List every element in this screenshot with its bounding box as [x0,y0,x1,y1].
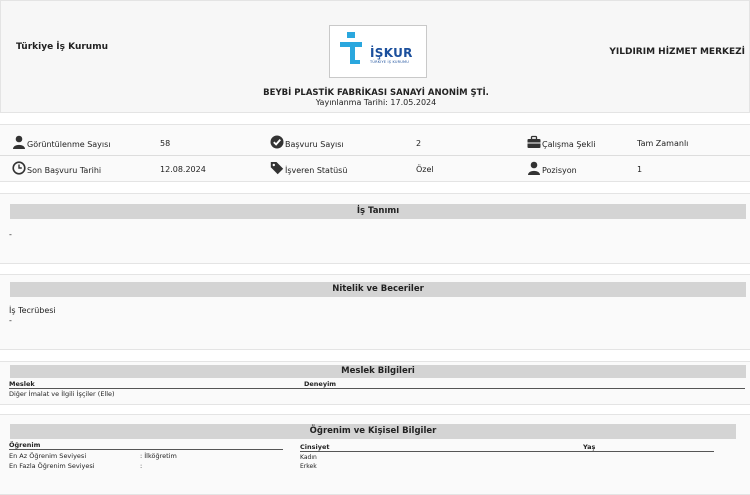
company-name: BEYBİ PLASTİK FABRİKASI SANAYİ ANONİM ŞTİ. [263,88,489,98]
gender-column-header: Cinsiyet [300,443,330,451]
personal-divider [300,451,714,452]
organization-name: Türkiye İş Kurumu [16,42,108,52]
publication-date: Yayınlanma Tarihi: 17.05.2024 [315,98,437,107]
positions-value: 1 [637,165,643,174]
views-value: 58 [160,139,171,148]
occupation-section [0,361,750,405]
iskur-logo [329,25,427,78]
iskur-logo-icon [338,32,368,72]
briefcase-icon [527,135,541,149]
stats-row-2 [0,156,750,182]
deadline-value: 12.08.2024 [160,165,206,174]
applications-label: Başvuru Sayısı [285,140,344,149]
max-education-value: : [140,462,143,470]
table-divider [9,388,745,389]
deadline-label: Son Başvuru Tarihi [27,166,102,175]
job-stats-panel [0,124,750,182]
experience-label: İş Tecrübesi [9,306,56,315]
section-title: Nitelik ve Beceriler [10,282,746,297]
work-type-value: Tam Zamanlı [637,139,689,148]
qualifications-section [0,274,750,350]
education-divider [9,449,283,450]
employer-status-value: Özel [416,165,434,174]
user-icon [12,135,26,149]
occupation-row: Diğer İmalat ve İlgili İşçiler (Elle) [9,390,115,398]
work-type-label: Çalışma Şekli [542,140,596,149]
service-center-name: YILDIRIM HİZMET MERKEZİ [609,47,745,57]
section-title: İş Tanımı [10,204,746,219]
views-label: Görüntülenme Sayısı [27,140,111,149]
section-title: Öğrenim ve Kişisel Bilgiler [10,424,736,439]
check-circle-icon [270,135,284,149]
experience-value: - [9,316,12,325]
tag-icon [270,161,284,175]
min-education-value: : İlköğretim [140,452,177,460]
occupation-column-header: Meslek [9,380,35,388]
clock-icon [12,161,26,175]
education-section [0,414,750,495]
positions-label: Pozisyon [542,166,577,175]
stats-row-1 [0,130,750,156]
page-header [0,0,750,113]
min-education-label: En Az Öğrenim Seviyesi [9,452,87,460]
gender-row: Erkek [300,463,317,470]
section-title: Meslek Bilgileri [10,365,746,378]
user-icon [527,161,541,175]
logo-subtitle: TÜRKİYE İŞ KURUMU [370,60,410,64]
age-column-header: Yaş [583,443,596,451]
logo-wordmark: İŞKUR [370,46,413,60]
job-description-section [0,193,750,264]
employer-status-label: İşveren Statüsü [285,166,348,175]
experience-column-header: Deneyim [304,380,337,388]
education-column-header: Öğrenim [9,441,41,449]
gender-row: Kadın [300,454,317,461]
max-education-label: En Fazla Öğrenim Seviyesi [9,462,95,470]
job-description-text: - [9,230,12,239]
applications-value: 2 [416,139,422,148]
